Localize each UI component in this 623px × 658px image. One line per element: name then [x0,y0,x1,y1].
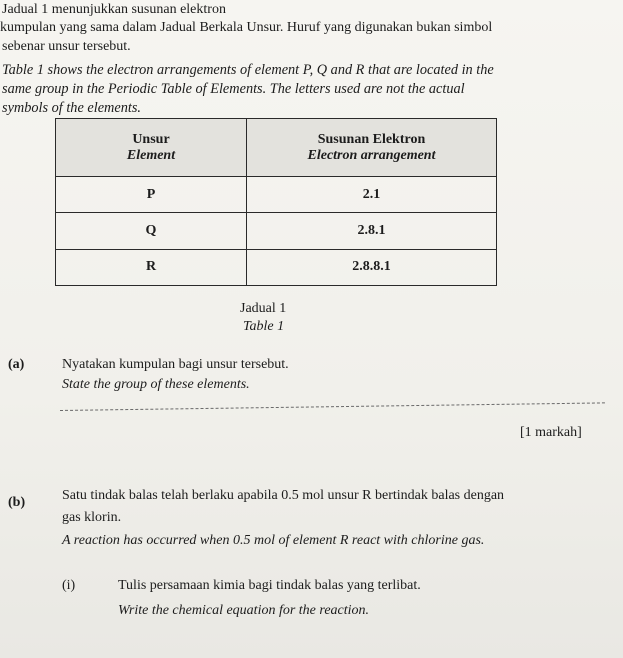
intro-en-line-3: symbols of the elements. [2,100,141,116]
question-b-ms-2: gas klorin. [62,510,122,525]
cell-arrangement: 2.1 [247,177,497,213]
header-arrangement-en: Electron arrangement [307,147,436,163]
table-caption-ms: Jadual 1 [240,301,287,316]
intro-en-line-1: Table 1 shows the electron arrangements of element P, Q and R that are located in the [2,62,494,78]
cell-element: Q [56,213,247,249]
cell-arrangement: 2.8.8.1 [247,249,497,285]
question-b-i-ms: Tulis persamaan kimia bagi tindak balas yang terlibat. [118,578,421,593]
header-element-ms: Unsur [132,131,170,147]
table-row [56,213,497,249]
intro-en-line-2: same group in the Periodic Table of Elements. The letters used are not the actual [2,81,465,97]
table-caption-en: Table 1 [243,319,285,334]
question-a-ms: Nyatakan kumpulan bagi unsur tersebut. [62,357,289,372]
table-header-element [56,119,247,177]
question-b-i-label: (i) [62,578,76,593]
intro-line-2: kumpulan yang sama dalam Jadual Berkala Unsur. Huruf yang digunakan bukan simbol [0,20,493,35]
question-b-i-en: Write the chemical equation for the reaction. [118,603,370,618]
cell-element: R [56,249,247,285]
question-b-ms-1: Satu tindak balas telah berlaku apabila 0.5 mol unsur R bertindak balas dengan [62,488,505,503]
question-b-en: A reaction has occurred when 0.5 mol of element R react with chlorine gas. [62,533,485,548]
answer-line[interactable] [60,402,605,411]
table-row [56,177,497,213]
cell-element: P [56,177,247,213]
header-element-en: Element [126,147,176,163]
question-a-en: State the group of these elements. [62,377,250,392]
cell-arrangement: 2.8.1 [247,213,497,249]
electron-arrangement-table [55,118,497,286]
question-b-label: (b) [8,495,26,510]
question-a-marks: [1 markah] [520,425,582,440]
header-arrangement-ms: Susunan Elektron [317,131,426,147]
intro-line-1: Jadual 1 menunjukkan susunan elektron [2,2,226,17]
table-row [56,249,497,285]
intro-line-3: sebenar unsur tersebut. [2,39,131,54]
table-header-arrangement [247,119,497,177]
question-a-label: (a) [8,357,25,372]
